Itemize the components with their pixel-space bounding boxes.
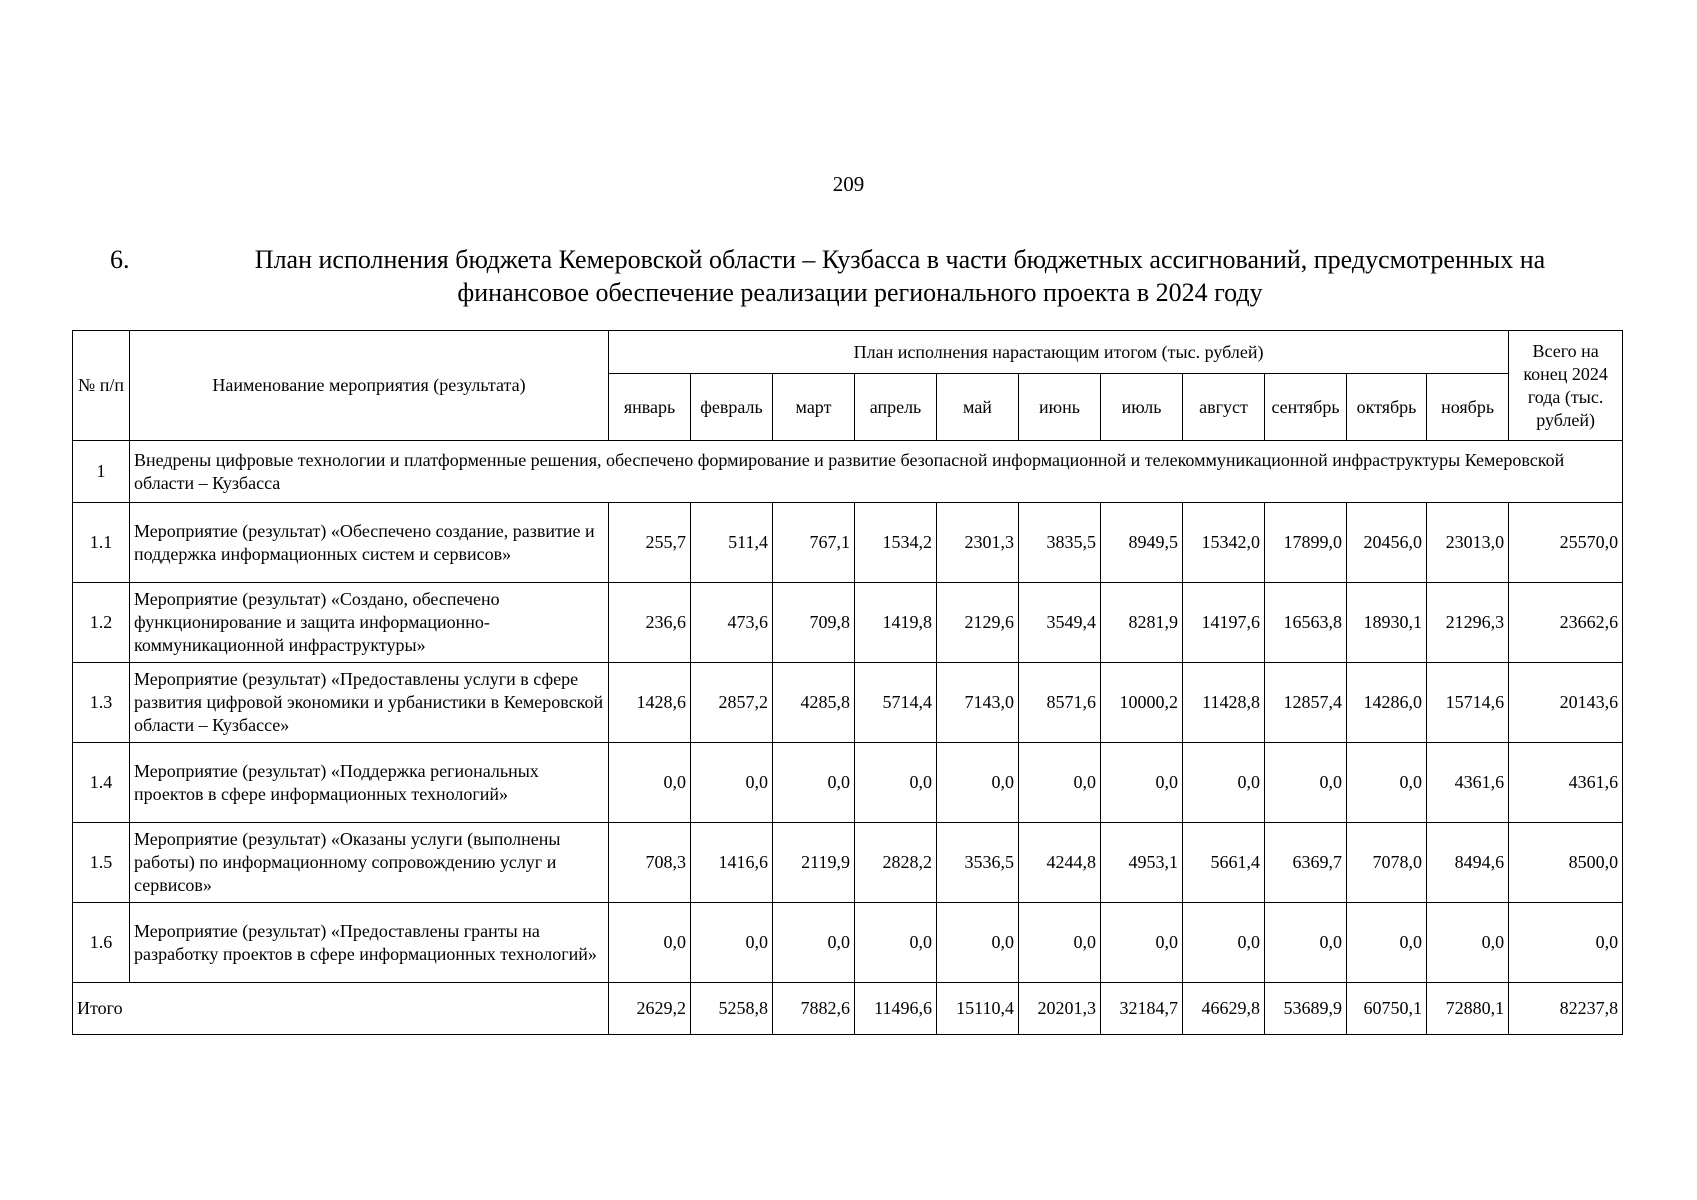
- row-month-value: 5714,4: [855, 663, 937, 743]
- goal-number: 1: [73, 441, 130, 503]
- budget-plan-table: [72, 330, 1623, 1035]
- row-year-total: 25570,0: [1509, 503, 1623, 583]
- table-row: [73, 823, 1623, 903]
- header-plan: План исполнения нарастающим итогом (тыс. рублей): [609, 331, 1509, 374]
- header-number: № п/п: [73, 331, 130, 441]
- row-month-value: 0,0: [1265, 743, 1347, 823]
- row-number: 1.2: [73, 583, 130, 663]
- table-row: [73, 903, 1623, 983]
- table-row: [73, 503, 1623, 583]
- row-month-value: 767,1: [773, 503, 855, 583]
- total-month-value: 7882,6: [773, 983, 855, 1035]
- row-month-value: 0,0: [1183, 903, 1265, 983]
- header-month: май: [937, 374, 1019, 441]
- row-month-value: 18930,1: [1347, 583, 1427, 663]
- total-month-value: 5258,8: [691, 983, 773, 1035]
- row-activity-name: Мероприятие (результат) «Предоставлены гранты на разработку проектов в сфере информационных технологий»: [130, 903, 609, 983]
- row-month-value: 7078,0: [1347, 823, 1427, 903]
- heading-line-2: финансовое обеспечение реализации регионального проекта в 2024 году: [457, 278, 1263, 307]
- row-month-value: 709,8: [773, 583, 855, 663]
- header-month: март: [773, 374, 855, 441]
- header-month: июль: [1101, 374, 1183, 441]
- row-month-value: 0,0: [773, 903, 855, 983]
- total-month-value: 72880,1: [1427, 983, 1509, 1035]
- row-year-total: 23662,6: [1509, 583, 1623, 663]
- header-month: октябрь: [1347, 374, 1427, 441]
- row-number: 1.3: [73, 663, 130, 743]
- row-month-value: 1416,6: [691, 823, 773, 903]
- row-month-value: 4244,8: [1019, 823, 1101, 903]
- header-month: июнь: [1019, 374, 1101, 441]
- row-month-value: 1419,8: [855, 583, 937, 663]
- total-month-value: 32184,7: [1101, 983, 1183, 1035]
- row-month-value: 17899,0: [1265, 503, 1347, 583]
- row-month-value: 708,3: [609, 823, 691, 903]
- row-month-value: 3835,5: [1019, 503, 1101, 583]
- header-year-total: Всего на конец 2024 года (тыс. рублей): [1509, 331, 1623, 441]
- row-month-value: 0,0: [609, 903, 691, 983]
- row-month-value: 255,7: [609, 503, 691, 583]
- total-month-value: 11496,6: [855, 983, 937, 1035]
- total-month-value: 2629,2: [609, 983, 691, 1035]
- goal-row: [73, 441, 1623, 503]
- row-month-value: 3549,4: [1019, 583, 1101, 663]
- row-month-value: 8281,9: [1101, 583, 1183, 663]
- row-month-value: 12857,4: [1265, 663, 1347, 743]
- table-row: [73, 583, 1623, 663]
- row-month-value: 2857,2: [691, 663, 773, 743]
- table-row: [73, 663, 1623, 743]
- row-month-value: 4361,6: [1427, 743, 1509, 823]
- row-month-value: 0,0: [937, 743, 1019, 823]
- header-month: январь: [609, 374, 691, 441]
- heading-line-1: План исполнения бюджета Кемеровской области – Кузбасса в части бюджетных ассигнований, предусмотренных на: [254, 245, 1546, 274]
- row-month-value: 15342,0: [1183, 503, 1265, 583]
- heading-number: 6.: [110, 245, 130, 274]
- row-number: 1.4: [73, 743, 130, 823]
- header-activity-name: Наименование мероприятия (результата): [130, 331, 609, 441]
- row-year-total: 0,0: [1509, 903, 1623, 983]
- row-month-value: 21296,3: [1427, 583, 1509, 663]
- total-row: [73, 983, 1623, 1035]
- row-month-value: 11428,8: [1183, 663, 1265, 743]
- row-month-value: 20456,0: [1347, 503, 1427, 583]
- header-month: август: [1183, 374, 1265, 441]
- row-month-value: 16563,8: [1265, 583, 1347, 663]
- row-month-value: 2129,6: [937, 583, 1019, 663]
- header-month: февраль: [691, 374, 773, 441]
- row-month-value: 0,0: [1347, 903, 1427, 983]
- row-year-total: 20143,6: [1509, 663, 1623, 743]
- row-activity-name: Мероприятие (результат) «Создано, обеспечено функционирование и защита информационно-коммуникационной инфраструктуры»: [130, 583, 609, 663]
- table-row: [73, 743, 1623, 823]
- row-month-value: 0,0: [1019, 903, 1101, 983]
- row-month-value: 0,0: [1019, 743, 1101, 823]
- row-number: 1.1: [73, 503, 130, 583]
- row-month-value: 236,6: [609, 583, 691, 663]
- row-month-value: 0,0: [855, 903, 937, 983]
- document-heading: [100, 243, 1620, 309]
- row-month-value: 2301,3: [937, 503, 1019, 583]
- row-month-value: 0,0: [691, 743, 773, 823]
- goal-text: Внедрены цифровые технологии и платформенные решения, обеспечено формирование и развитие безопасной информационной и телекоммуникационной инфраструктуры Кемеровской области – Кузбасса: [130, 441, 1623, 503]
- row-month-value: 473,6: [691, 583, 773, 663]
- row-year-total: 4361,6: [1509, 743, 1623, 823]
- row-activity-name: Мероприятие (результат) «Предоставлены услуги в сфере развития цифровой экономики и урбанистики в Кемеровской области – Кузбассе»: [130, 663, 609, 743]
- row-month-value: 8571,6: [1019, 663, 1101, 743]
- row-month-value: 511,4: [691, 503, 773, 583]
- header-month: ноябрь: [1427, 374, 1509, 441]
- row-month-value: 23013,0: [1427, 503, 1509, 583]
- row-month-value: 5661,4: [1183, 823, 1265, 903]
- row-month-value: 15714,6: [1427, 663, 1509, 743]
- row-year-total: 8500,0: [1509, 823, 1623, 903]
- row-month-value: 8949,5: [1101, 503, 1183, 583]
- row-activity-name: Мероприятие (результат) «Поддержка региональных проектов в сфере информационных технологий»: [130, 743, 609, 823]
- row-month-value: 10000,2: [1101, 663, 1183, 743]
- total-month-value: 60750,1: [1347, 983, 1427, 1035]
- row-month-value: 0,0: [1101, 903, 1183, 983]
- total-month-value: 15110,4: [937, 983, 1019, 1035]
- row-month-value: 3536,5: [937, 823, 1019, 903]
- row-activity-name: Мероприятие (результат) «Обеспечено создание, развитие и поддержка информационных систем и сервисов»: [130, 503, 609, 583]
- row-month-value: 0,0: [1427, 903, 1509, 983]
- row-month-value: 1428,6: [609, 663, 691, 743]
- row-month-value: 14197,6: [1183, 583, 1265, 663]
- row-month-value: 1534,2: [855, 503, 937, 583]
- row-month-value: 2119,9: [773, 823, 855, 903]
- page-number: 209: [832, 172, 865, 196]
- header-month: апрель: [855, 374, 937, 441]
- row-month-value: 4285,8: [773, 663, 855, 743]
- row-month-value: 2828,2: [855, 823, 937, 903]
- row-month-value: 7143,0: [937, 663, 1019, 743]
- total-month-value: 46629,8: [1183, 983, 1265, 1035]
- row-activity-name: Мероприятие (результат) «Оказаны услуги (выполнены работы) по информационному сопровождению услуг и сервисов»: [130, 823, 609, 903]
- total-year-value: 82237,8: [1509, 983, 1623, 1035]
- row-month-value: 6369,7: [1265, 823, 1347, 903]
- row-month-value: 0,0: [1347, 743, 1427, 823]
- header-month: сентябрь: [1265, 374, 1347, 441]
- row-month-value: 0,0: [1183, 743, 1265, 823]
- row-month-value: 0,0: [1265, 903, 1347, 983]
- row-month-value: 14286,0: [1347, 663, 1427, 743]
- row-number: 1.5: [73, 823, 130, 903]
- total-label: Итого: [73, 983, 609, 1035]
- row-month-value: 0,0: [855, 743, 937, 823]
- total-month-value: 53689,9: [1265, 983, 1347, 1035]
- row-month-value: 0,0: [937, 903, 1019, 983]
- row-month-value: 0,0: [773, 743, 855, 823]
- row-month-value: 0,0: [609, 743, 691, 823]
- row-month-value: 4953,1: [1101, 823, 1183, 903]
- row-month-value: 8494,6: [1427, 823, 1509, 903]
- row-month-value: 0,0: [1101, 743, 1183, 823]
- total-month-value: 20201,3: [1019, 983, 1101, 1035]
- row-number: 1.6: [73, 903, 130, 983]
- row-month-value: 0,0: [691, 903, 773, 983]
